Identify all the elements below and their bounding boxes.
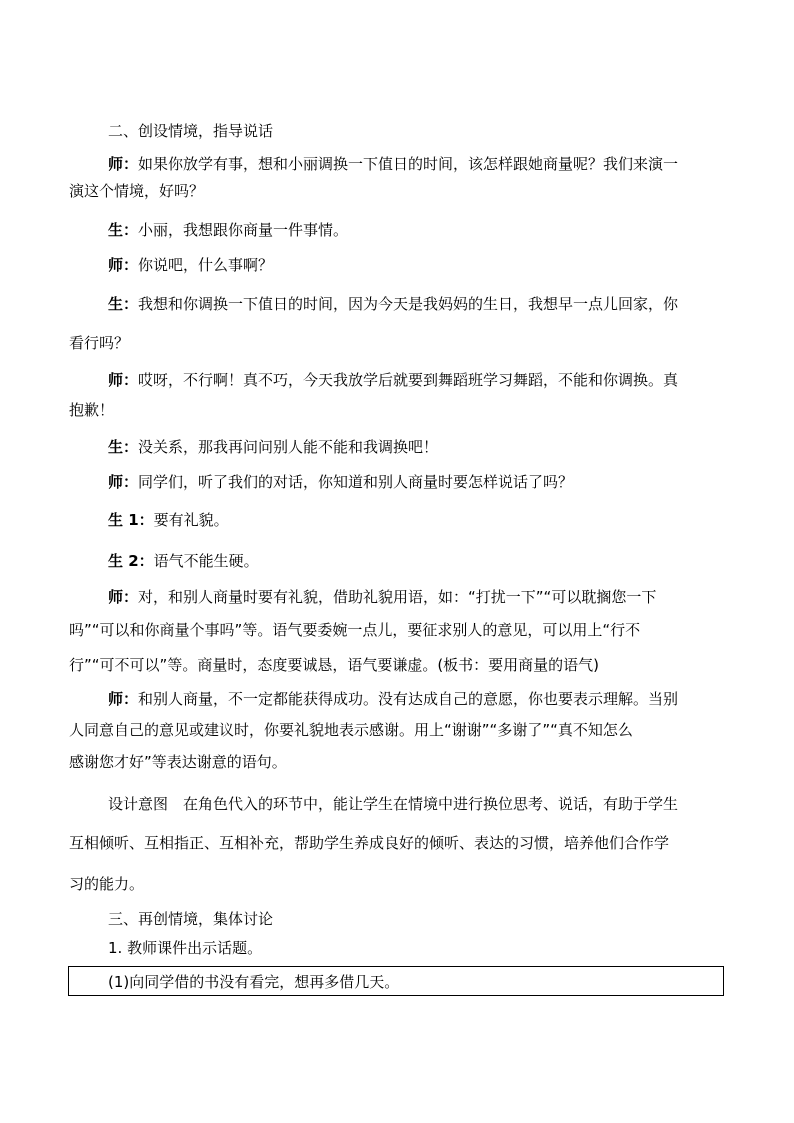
topic-box xyxy=(68,966,724,996)
speaker-label: 师： xyxy=(108,371,139,389)
dialogue-line xyxy=(108,437,438,457)
speaker-label: 师： xyxy=(108,256,139,274)
speaker-label: 生 2： xyxy=(108,552,154,570)
dialogue-text: 语气不能生硬。 xyxy=(153,552,259,570)
design-intent-line: 设计意图 在角色代入的环节中，能让学生在情境中进行换位思考、说话，有助于学生 xyxy=(108,795,679,813)
topic-1: (1)向同学借的书没有看完，想再多借几天。 xyxy=(108,973,400,991)
dialogue-continuation: 抱歉！ xyxy=(69,401,115,419)
dialogue-continuation: 吗”“可以和你商量个事吗”等。语气要委婉一点儿，要征求别人的意见，可以用上“行不 xyxy=(69,621,641,639)
dialogue-text: 你说吧，什么事啊？ xyxy=(138,256,274,274)
dialogue-text: 要有礼貌。 xyxy=(153,511,229,529)
speaker-label: 师： xyxy=(108,588,139,606)
dialogue-line xyxy=(108,370,678,390)
dialogue-line xyxy=(108,689,678,709)
speaker-label: 生 1： xyxy=(108,511,154,529)
dialogue-text: 同学们，听了我们的对话，你知道和别人商量时要怎样说话了吗？ xyxy=(138,473,574,491)
dialogue-text: 小丽，我想跟你商量一件事情。 xyxy=(138,221,349,239)
design-intent-line: 习的能力。 xyxy=(69,875,145,893)
dialogue-line xyxy=(108,294,678,314)
section3-heading: 三、再创情境，集体讨论 xyxy=(108,910,274,928)
speaker-label: 师： xyxy=(108,473,139,491)
dialogue-line xyxy=(108,255,273,275)
dialogue-continuation: 行”“可不可以”等。商量时，态度要诚恳，语气要谦虚。(板书：要用商量的语气) xyxy=(69,656,600,674)
dialogue-continuation: 演这个情境，好吗？ xyxy=(69,182,205,200)
speaker-label: 师： xyxy=(108,155,139,173)
dialogue-continuation: 感谢您才好”等表达谢意的语句。 xyxy=(69,753,287,771)
dialogue-text: 哎呀，不行啊！真不巧，今天我放学后就要到舞蹈班学习舞蹈，不能和你调换。真 xyxy=(138,371,679,389)
speaker-label: 生： xyxy=(108,221,139,239)
speaker-label: 生： xyxy=(108,438,139,456)
dialogue-line xyxy=(108,587,656,607)
design-intent-line: 互相倾听、互相指正、互相补充，帮助学生养成良好的倾听、表达的习惯，培养他们合作学 xyxy=(69,834,670,852)
dialogue-line xyxy=(108,510,229,530)
dialogue-continuation: 看行吗？ xyxy=(69,334,130,352)
speaker-label: 生： xyxy=(108,295,139,313)
dialogue-line xyxy=(108,220,348,240)
section2-heading: 二、创设情境，指导说话 xyxy=(108,122,274,140)
step-1: 1. 教师课件出示话题。 xyxy=(108,939,263,957)
dialogue-text: 如果你放学有事，想和小丽调换一下值日的时间，该怎样跟她商量呢？我们来演一 xyxy=(138,155,679,173)
dialogue-text: 我想和你调换一下值日的时间，因为今天是我妈妈的生日，我想早一点儿回家，你 xyxy=(138,295,679,313)
dialogue-line xyxy=(108,551,259,571)
speaker-label: 师： xyxy=(108,690,139,708)
dialogue-text: 没关系，那我再问问别人能不能和我调换吧！ xyxy=(138,438,439,456)
dialogue-text: 和别人商量，不一定都能获得成功。没有达成自己的意愿，你也要表示理解。当别 xyxy=(138,690,679,708)
dialogue-line xyxy=(108,472,573,492)
dialogue-continuation: 人同意自己的意见或建议时，你要礼貌地表示感谢。用上“谢谢”“多谢了”“真不知怎么 xyxy=(69,721,633,739)
dialogue-line xyxy=(108,154,678,174)
dialogue-text: 对，和别人商量时要有礼貌，借助礼貌用语，如：“打扰一下”“可以耽搁您一下 xyxy=(138,588,657,606)
